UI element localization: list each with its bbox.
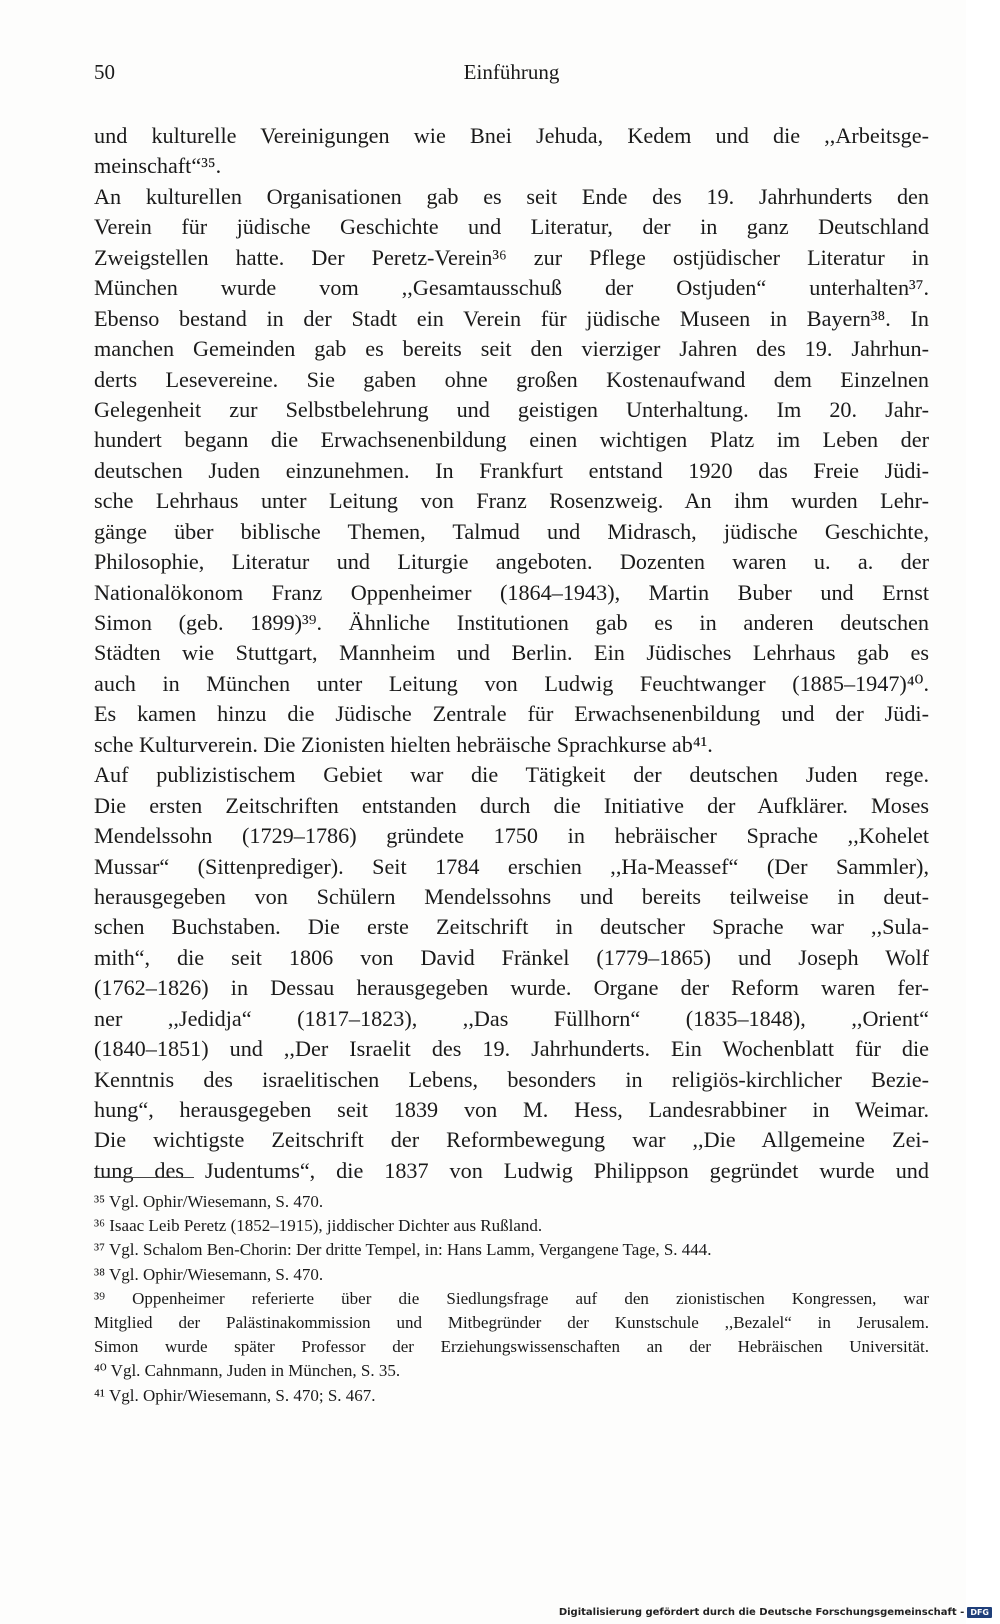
- footnote-line: ³⁸ Vgl. Ophir/Wiesemann, S. 470.: [94, 1264, 324, 1284]
- text-line: manchen Gemeinden gab es bereits seit den vierziger Jahren des 19. Jahrhun-: [94, 336, 929, 362]
- text-line: Zweigstellen hatte. Der Peretz-Verein³⁶ zur Pflege ostjüdischer Literatur in: [94, 244, 929, 270]
- footnote-line: ⁴⁰ Vgl. Cahnmann, Juden in München, S. 35.: [94, 1361, 401, 1381]
- text-line: hung“, herausgegeben seit 1839 von M. Hess, Landesrabbiner in Weimar.: [94, 1097, 929, 1122]
- text-line: auch in München unter Leitung von Ludwig Feuchtwanger (1885–1947)⁴⁰.: [94, 670, 929, 696]
- text-line: Philosophie, Literatur und Liturgie angeboten. Dozenten waren u. a. der: [94, 549, 929, 575]
- text-line: München wurde vom ,,Gesamtausschuß der Ostjuden“ unterhalten³⁷.: [94, 275, 929, 301]
- text-line: Verein für jüdische Geschichte und Literatur, der in ganz Deutschland: [94, 214, 929, 240]
- text-line: meinschaft“³⁵.: [94, 153, 222, 179]
- page-margin: [966, 0, 1000, 1624]
- text-line: ner ,,Jedidja“ (1817–1823), ,,Das Füllhorn“ (1835–1848), ,,Orient“: [94, 1005, 929, 1031]
- page-header: [94, 60, 929, 92]
- text-line: herausgegeben von Schülern Mendelssohns und bereits teilweise in deut-: [94, 883, 929, 909]
- text-line: derts Lesevereine. Sie gaben ohne großen Kostenaufwand dem Einzelnen: [94, 366, 929, 392]
- dfg-logo-icon: DFG: [967, 1607, 992, 1618]
- text-line: Auf publizistischem Gebiet war die Tätigkeit der deutschen Juden rege.: [94, 762, 929, 788]
- text-line: Nationalökonom Franz Oppenheimer (1864–1943), Martin Buber und Ernst: [94, 579, 929, 605]
- text-line: hundert begann die Erwachsenenbildung einen wichtigen Platz im Leben der: [94, 427, 929, 453]
- footnote-rule: [94, 1177, 194, 1178]
- text-line: sche Kulturverein. Die Zionisten hielten hebräische Sprachkurse ab⁴¹.: [94, 731, 713, 757]
- text-line: sche Lehrhaus unter Leitung von Franz Rosenzweig. An ihm wurden Lehr-: [94, 488, 929, 514]
- text-line: Mussar“ (Sittenprediger). Seit 1784 erschien ,,Ha-Meassef“ (Der Sammler),: [94, 853, 929, 879]
- footnote-line: ³⁵ Vgl. Ophir/Wiesemann, S. 470.: [94, 1192, 324, 1211]
- footnotes: [94, 1190, 929, 1408]
- text-line: Die ersten Zeitschriften entstanden durch die Initiative der Aufklärer. Moses: [94, 792, 929, 818]
- footnote-line: Mitglied der Palästinakommission und Mitbegründer der Kunstschule ,,Bezalel“ in Jerusalem.: [94, 1312, 929, 1332]
- text-line: (1840–1851) und ,,Der Israelit des 19. Jahrhunderts. Ein Wochenblatt für die: [94, 1036, 929, 1062]
- text-line: und kulturelle Vereinigungen wie Bnei Jehuda, Kedem und die ,,Arbeitsge-: [94, 123, 929, 148]
- credit-text: Digitalisierung gefördert durch die Deutsche Forschungsgemeinschaft -: [558, 1607, 965, 1618]
- footnote-line: Simon wurde später Professor der Erziehungswissenschaften an der Hebräischen Universität.: [94, 1337, 929, 1357]
- text-line: An kulturellen Organisationen gab es seit Ende des 19. Jahrhunderts den: [94, 183, 929, 209]
- text-line: Ebenso bestand in der Stadt ein Verein für jüdische Museen in Bayern³⁸. In: [94, 305, 929, 331]
- text-line: Es kamen hinzu die Jüdische Zentrale für Erwachsenenbildung und der Jüdi-: [94, 701, 929, 727]
- text-line: gänge über biblische Themen, Talmud und Midrasch, jüdische Geschichte,: [94, 518, 929, 544]
- text-line: Kenntnis des israelitischen Lebens, besonders in religiös-kirchlicher Bezie-: [94, 1066, 929, 1092]
- body-text: [94, 121, 929, 1186]
- footnote-line: ³⁷ Vgl. Schalom Ben-Chorin: Der dritte Tempel, in: Hans Lamm, Vergangene Tage, S. 444.: [94, 1240, 712, 1260]
- text-line: Gelegenheit zur Selbstbelehrung und geistigen Unterhaltung. Im 20. Jahr-: [94, 396, 929, 422]
- footnote-line: ³⁹ Oppenheimer referierte über die Siedlungsfrage auf den zionistischen Kongressen, war: [94, 1288, 929, 1308]
- text-line: Mendelssohn (1729–1786) gründete 1750 in hebräischer Sprache ,,Kohelet: [94, 823, 929, 849]
- text-line: (1762–1826) in Dessau herausgegeben wurde. Organe der Reform waren fer-: [94, 975, 929, 1001]
- text-line: Simon (geb. 1899)³⁹. Ähnliche Institutionen gab es in anderen deutschen: [94, 610, 929, 635]
- text-line: Die wichtigste Zeitschrift der Reformbewegung war ,,Die Allgemeine Zei-: [94, 1127, 929, 1153]
- text-line: mith“, die seit 1806 von David Fränkel (1779–1865) und Joseph Wolf: [94, 944, 929, 970]
- text-line: Städten wie Stuttgart, Mannheim und Berlin. Ein Jüdisches Lehrhaus gab es: [94, 640, 929, 666]
- digitization-credit: [559, 1607, 992, 1618]
- running-title: Einführung: [463, 60, 560, 84]
- footnote-line: ³⁶ Isaac Leib Peretz (1852–1915), jiddischer Dichter aus Rußland.: [94, 1216, 543, 1236]
- footnote-line: ⁴¹ Vgl. Ophir/Wiesemann, S. 470; S. 467.: [94, 1385, 376, 1405]
- text-line: schen Buchstaben. Die erste Zeitschrift in deutscher Sprache war ,,Sula-: [94, 914, 929, 940]
- page-number: 50: [94, 60, 115, 84]
- text-line: deutschen Juden einzunehmen. In Frankfurt entstand 1920 das Freie Jüdi-: [94, 457, 929, 483]
- text-line: tung des Judentums“, die 1837 von Ludwig Philippson gegründet wurde und: [94, 1157, 929, 1183]
